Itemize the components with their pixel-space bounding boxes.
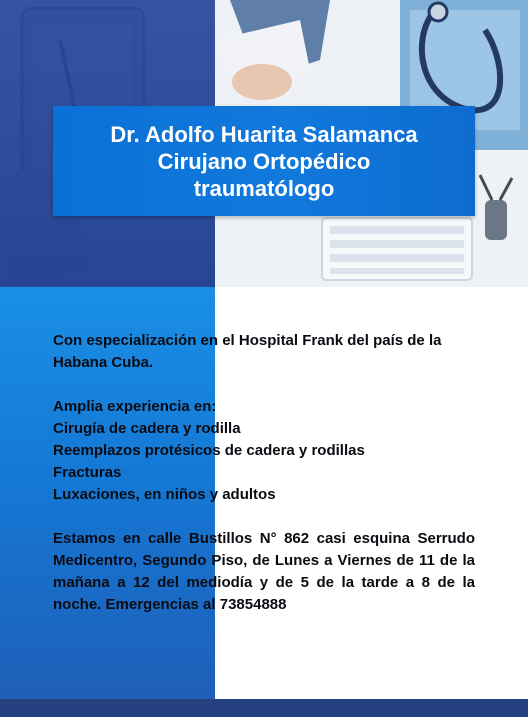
specialty-line: Cirujano Ortopédico (157, 148, 371, 174)
specialty-line-2: traumatólogo (193, 175, 335, 201)
list-item: Cirugía de cadera y rodilla (53, 420, 241, 437)
list-item: Reemplazos protésicos de cadera y rodillas (53, 442, 365, 459)
body-text (53, 330, 475, 616)
contact-paragraph: Estamos en calle Bustillos N° 862 casi esquina Serrudo Medicentro, Segundo Piso, de Lunes a Viernes de 11 de la mañana a 12 del mediodía y de 5 de la tarde a 8 de la noche. Emergencias al 73854888 (53, 530, 475, 613)
list-item: Luxaciones, en niños y adultos (53, 486, 276, 503)
footer-bar (0, 699, 528, 717)
doctor-name: Dr. Adolfo Huarita Salamanca (110, 121, 418, 147)
intro-paragraph: Con especialización en el Hospital Frank del país de la Habana Cuba. (53, 332, 442, 371)
list-item: Fracturas (53, 464, 122, 481)
title-banner (53, 106, 475, 216)
experience-heading: Amplia experiencia en: (53, 398, 217, 415)
